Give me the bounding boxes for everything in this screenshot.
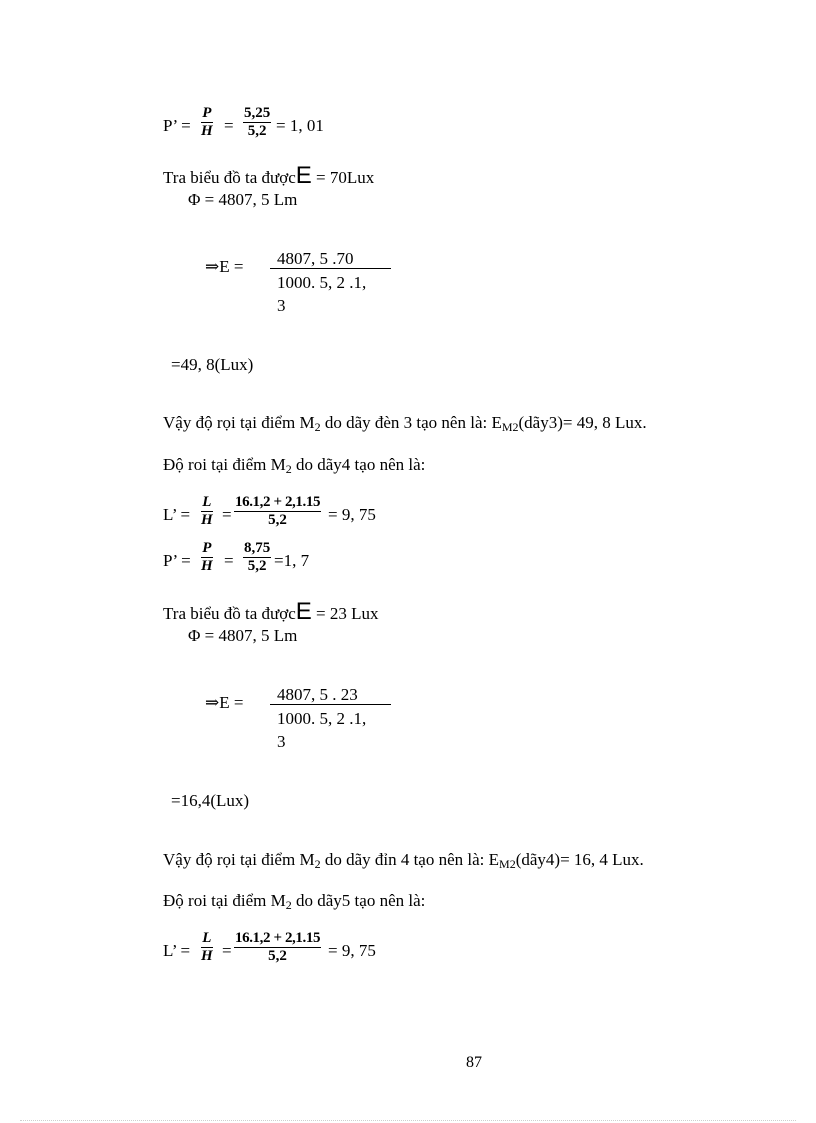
lookup-text: Tra biểu đồ ta đượcE = 70Lux <box>163 162 375 189</box>
result: =16,4(Lux) <box>171 791 250 810</box>
equals-sign: = <box>222 505 232 524</box>
fraction-l-over-h: $\frac{L}{H}$ <box>201 494 213 528</box>
conclusion: Vậy độ rọi tại điểm $M_2$ do dãy đèn 3 tạo nên là: $E_{M2}(dãy3)= 49$, 8 Lux. <box>163 413 647 434</box>
implies-e: ⇒E = <box>205 257 244 276</box>
p-prime-result: =1, 7 <box>274 551 310 570</box>
fraction-value: $\frac{16.1,2 + 2,1.15}{5,2}$ <box>235 930 321 964</box>
calc-denominator-cont: 3 <box>277 296 286 315</box>
result: =49, 8(Lux) <box>171 355 254 374</box>
illuminance-symbol: E <box>295 598 312 625</box>
calc-denominator: 1000. 5, 2 .1, <box>277 273 367 292</box>
calc-numerator: 4807, 5 .70 <box>277 249 354 268</box>
fraction-p-over-h: $\frac{P}{H}$ <box>201 105 213 139</box>
p-prime-result: = 1, 01 <box>276 116 324 135</box>
luminous-flux: Φ = 4807, 5 Lm <box>188 190 298 209</box>
lookup-text: Tra biểu đồ ta đượcE = 23 Lux <box>163 598 379 625</box>
section-heading: Độ roi tại điểm $M_2$ do dãy4 tạo nên là: <box>163 455 426 476</box>
p-prime-label: P’ = <box>163 116 191 135</box>
conclusion: Vậy độ rọi tại điểm $M_2$ do dãy đỉn 4 tạo nên là: $E_{M2}(dãy4)= 16$, 4 Lux. <box>163 850 644 871</box>
fraction-value: $\frac{5,25}{5,2}$ <box>244 105 271 139</box>
l-prime-label: L’ = <box>163 941 191 960</box>
luminous-flux: Φ = 4807, 5 Lm <box>188 626 298 645</box>
equals-sign: = <box>224 551 234 570</box>
p-prime-label: P’ = <box>163 551 191 570</box>
equals-sign: = <box>224 116 234 135</box>
illuminance-symbol: E <box>295 162 312 189</box>
l-prime-result: = 9, 75 <box>328 505 376 524</box>
implies-e: ⇒E = <box>205 693 244 712</box>
page-edge-divider <box>20 1120 796 1121</box>
calc-denominator: 1000. 5, 2 .1, <box>277 709 367 728</box>
fraction-bar <box>270 268 391 269</box>
l-prime-label: L’ = <box>163 505 191 524</box>
fraction-l-over-h: $\frac{L}{H}$ <box>201 930 213 964</box>
fraction-p-over-h: $\frac{P}{H}$ <box>201 540 213 574</box>
calc-numerator: 4807, 5 . 23 <box>277 685 358 704</box>
l-prime-result: = 9, 75 <box>328 941 376 960</box>
equals-sign: = <box>222 941 232 960</box>
section-heading: Độ roi tại điểm $M_2$ do dãy5 tạo nên là: <box>163 891 426 912</box>
fraction-value: $\frac{16.1,2 + 2,1.15}{5,2}$ <box>235 494 321 528</box>
fraction-bar <box>270 704 391 705</box>
page-number: 87 <box>466 1054 482 1071</box>
fraction-value: $\frac{8,75}{5,2}$ <box>244 540 271 574</box>
calc-denominator-cont: 3 <box>277 732 286 751</box>
